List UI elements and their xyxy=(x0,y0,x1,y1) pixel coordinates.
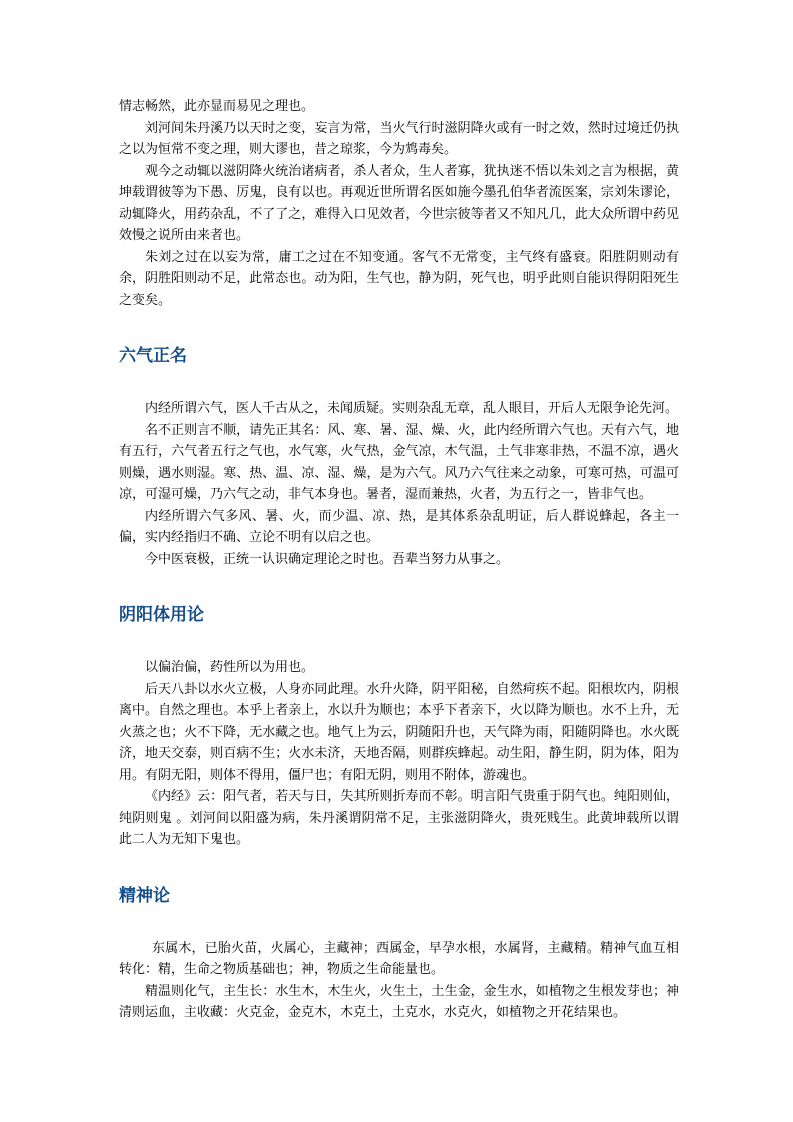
paragraph: 朱刘之过在以妄为常，庸工之过在不知变通。客气不无常变，主气终有盛衰。阳胜阴则动有余，阴胜阳则动不足，此常态也。动为阳，生气也，静为阴，死气也，明乎此则自能识得阴阳死生之变矣。 xyxy=(119,249,679,308)
paragraph: 精温则化气，主生长：水生木，木生火，火生土，土生金，金生水，如植物之生根发芽也；神清则运血，主收藏：火克金，金克木，木克土，土克水，水克火，如植物之开花结果也。 xyxy=(119,983,679,1020)
paragraph: 以偏治偏，药性所以为用也。 xyxy=(145,660,315,675)
document-page xyxy=(119,96,679,1024)
paragraph: 观今之动辄以滋阴降火统治诸病者，杀人者众，生人者寡，犹执迷不悟以朱刘之言为根据，黄坤载谓彼等为下愚、厉鬼，良有以也。再观近世所谓名医如施今墨孔伯华者流医案，宗刘朱谬论，动辄降火，用药杂乱，不了了之，难得入口见效者，今世宗彼等者又不知凡几，此大众所谓中药见效慢之说所由来者也。 xyxy=(119,163,679,243)
paragraph: 名不正则言不顺，请先正其名：风、寒、暑、湿、燥、火，此内经所谓六气也。天有六气，地有五行，六气者五行之气也，水气寒，火气热，金气凉，木气温，土气非寒非热，不温不凉，遇火则燥，遇水则湿。寒、热、温、凉、湿、燥，是为六气。风乃六气往来之动象，可寒可热，可温可凉，可湿可燥，乃六气之动，非气本身也。暑者，湿而兼热，火者，为五行之一，皆非气也。 xyxy=(119,422,679,502)
section-heading: 六气正名 xyxy=(119,346,187,366)
section-heading: 阴阳体用论 xyxy=(119,605,204,625)
paragraph: 《内经》云：阳气者，若天与日，失其所则折寿而不彰。明言阳气贵重于阴气也。纯阳则仙，纯阴则鬼 。刘河间以阳盛为病，朱丹溪谓阴常不足，主张滋阴降火，贵死贱生。此黄坤载所以谓此二人为无知下鬼也。 xyxy=(119,789,679,847)
paragraph: 今中医衰极，正统一认识确定理论之时也。吾辈当努力从事之。 xyxy=(145,551,510,567)
paragraph: 后天八卦以水火立极，人身亦同此理。水升火降，阴平阳秘，自然疴疾不起。阳根坎内，阴根离中。自然之理也。本乎上者亲上，水以升为顺也；本乎下者亲下，火以降为顺也。水不上升，无火蒸之也；火不下降，无水藏之也。地气上为云，阴随阳升也，天气降为雨，阳随阴降也。水火既济，地天交泰，则百病不生；火水未济，天地否隔，则群疾蜂起。动生阳，静生阴，阴为体，阳为用。有阴无阳，则体不得用，僵尸也；有阳无阴，则用不附体，游魂也。 xyxy=(119,681,679,783)
paragraph: 内经所谓六气，医人千古从之，未闻质疑。实则杂乱无章，乱人眼目，开后人无限争论先河。 xyxy=(145,401,679,416)
paragraph: 刘河间朱丹溪乃以天时之变，妄言为常，当火气行时滋阴降火或有一时之效，然时过境迁仍执之以为恒常不变之理，则大谬也，昔之琼浆，今为鸩毒矣。 xyxy=(119,120,679,157)
section-heading: 精神论 xyxy=(119,885,170,906)
paragraph: 东属木，已胎火苗，火属心，主藏神；西属金，早孕水根，水属肾，主藏精。精神气血互相转化：精，生命之物质基础也；神，物质之生命能量也。 xyxy=(119,940,679,977)
paragraph: 情志畅然，此亦显而易见之理也。 xyxy=(119,99,315,114)
paragraph: 内经所谓六气多风、暑、火，而少温、凉、热，是其体系杂乱明证，后人群说蜂起，各主一偏，实内经指归不确、立论不明有以启之也。 xyxy=(119,508,679,545)
